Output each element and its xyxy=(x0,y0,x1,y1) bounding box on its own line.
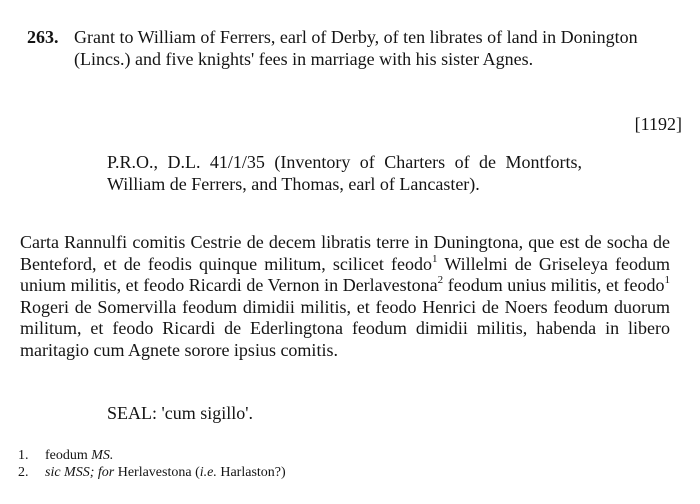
seal-note: SEAL: 'cum sigillo'. xyxy=(107,403,253,423)
footnote-number: 2. xyxy=(18,465,29,480)
footnote-marker: 1 xyxy=(431,252,438,265)
footnote-number: 1. xyxy=(18,448,29,463)
charter-text-segment: Rogeri de Somervilla feodum dimidii militis, et feodo Henrici de Noers feodum duorum militum, et feodo Ricardi de Ederlingtona feodum dimidii militis, habenda in libero maritagio cum Agnete sorore ipsius comitis. xyxy=(20,296,670,360)
entry-number: 263. xyxy=(27,27,59,47)
charter-text-segment: Willelmi de Griseleya feodum unium militis, et feodo Ricardi de Vernon in Derlavestona xyxy=(20,253,670,295)
footnote xyxy=(18,464,678,481)
entry-title: Grant to William of Ferrers, earl of Derby, of ten librates of land in Donington (Lincs.) and five knights' fees in marriage with his sister Agnes. xyxy=(74,27,638,69)
footnote-segment-italic: i.e. xyxy=(199,465,217,480)
footnote-segment: Harlaston?) xyxy=(216,465,286,480)
footnote-segment-italic: MS. xyxy=(87,448,114,463)
entry-date: [1192] xyxy=(634,114,682,134)
footnote-segment-italic: sic MSS; for xyxy=(45,465,115,480)
charter-text-segment: feodum unius militis, et feodo xyxy=(443,275,665,295)
footnote-segment: feodum xyxy=(45,448,88,463)
footnote-segment: Herlavestona ( xyxy=(114,465,200,480)
footnote-marker: 1 xyxy=(664,274,670,286)
footnote-text xyxy=(45,447,113,464)
footnote-text xyxy=(45,464,286,481)
charter-text xyxy=(20,232,670,361)
source-reference: P.R.O., D.L. 41/1/35 (Inventory of Charters of de Montforts, William de Ferrers, and Thomas, earl of Lancaster). xyxy=(107,152,582,194)
charter-text-segment: Carta Rannulfi comitis Cestrie de decem libratis terre in Duningtona, que est de socha de Benteford, et de feodis quinque militum, scilicet feodo xyxy=(20,232,670,274)
footnote xyxy=(18,447,678,464)
footnote-marker: 2 xyxy=(437,274,444,286)
footnotes xyxy=(18,447,678,481)
